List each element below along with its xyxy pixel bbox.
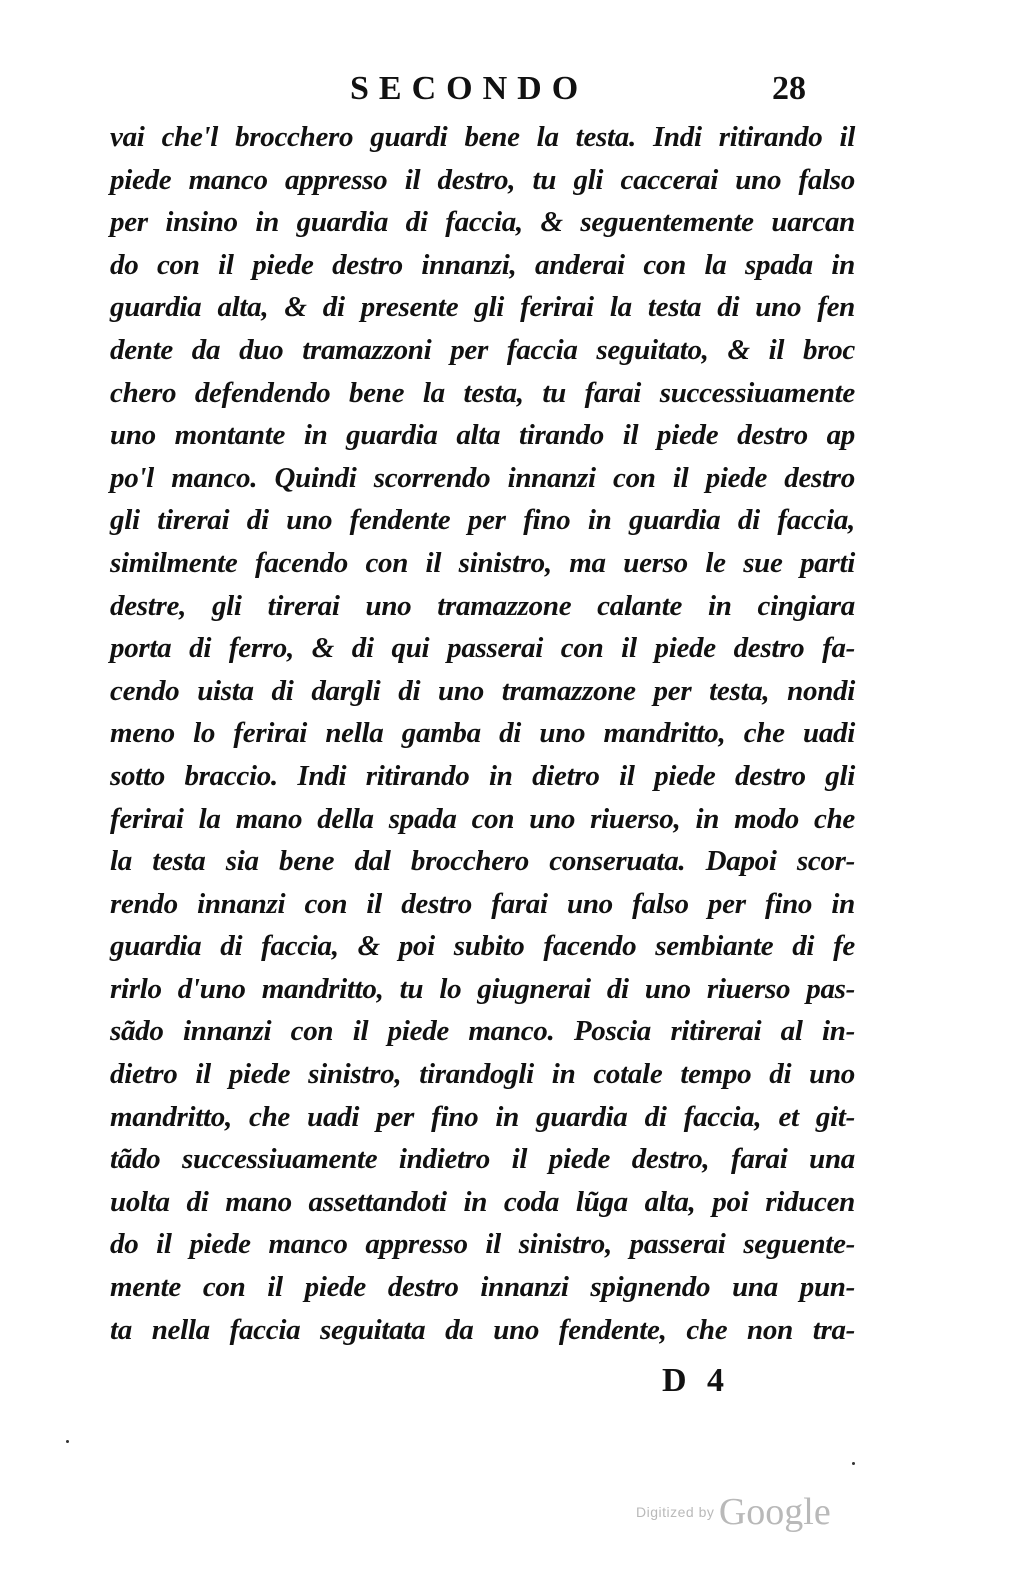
text-line: la testa sia bene dal brocchero conseruata. Dapoi scor- [110,845,855,878]
text-line: guardia alta, & di presente gli ferirai la testa di uno fen [110,291,855,324]
text-line: porta di ferro, & di qui passerai con il piede destro fa- [110,632,855,665]
text-line: po'l manco. Quindi scorrendo innanzi con il piede destro [110,461,855,494]
text-line: sãdo innanzi con il piede manco. Poscia ritirerai al in- [110,1015,855,1048]
text-line: per insino in guardia di faccia, & seguentemente uarcan [110,206,855,239]
text-line: chero defendendo bene la testa, tu farai successiuamente [110,376,855,409]
text-line: similmente facendo con il sinistro, ma uerso le sue parti [110,546,855,579]
text-line: sotto braccio. Indi ritirando in dietro il piede destro gli [110,759,855,792]
running-title: SECONDO [350,70,589,107]
text-line: gli tirerai di uno fendente per fino in guardia di faccia, [110,504,855,537]
text-line: dietro il piede sinistro, tirandogli in cotale tempo di uno [110,1058,855,1091]
digitized-watermark [636,1490,831,1534]
text-line: do con il piede destro innanzi, anderai con la spada in [110,248,855,281]
text-line: cendo uista di dargli di uno tramazzone per testa, nondi [110,674,855,707]
text-line: ferirai la mano della spada con uno riuerso, in modo che [110,802,855,835]
text-line: rendo innanzi con il destro farai uno falso per fino in [110,887,855,920]
watermark-brand: Google [718,1491,831,1533]
text-line: mente con il piede destro innanzi spignendo una pun- [110,1271,855,1304]
text-line: ta nella faccia seguitata da uno fendente, che non tra- [110,1313,855,1346]
text-line: rirlo d'uno mandritto, tu lo giugnerai di uno riuerso pas- [110,972,855,1005]
text-line: destre, gli tirerai uno tramazzone calante in cingiara [110,589,855,622]
text-line: mandritto, che uadi per fino in guardia di faccia, et git- [110,1100,855,1133]
text-line: guardia di faccia, & poi subito facendo sembiante di fe [110,930,855,963]
ink-speck [66,1440,69,1443]
watermark-digitized-label: Digitized by [636,1504,715,1520]
text-line: uolta di mano assettandoti in coda lũga alta, poi riducen [110,1185,855,1218]
ink-speck [852,1462,855,1465]
text-line: meno lo ferirai nella gamba di uno mandritto, che uadi [110,717,855,750]
text-line: do il piede manco appresso il sinistro, passerai seguente- [110,1228,855,1261]
text-line: dente da duo tramazzoni per faccia seguitato, & il broc [110,333,855,366]
page-number: 28 [772,70,806,107]
text-line: piede manco appresso il destro, tu gli caccerai uno falso [110,163,855,196]
signature-mark: D 4 [662,1362,731,1399]
text-line: uno montante in guardia alta tirando il piede destro ap [110,419,855,452]
text-line: tãdo successiuamente indietro il piede destro, farai una [110,1143,855,1176]
text-line: vai che'l brocchero guardi bene la testa. Indi ritirando il [110,121,855,153]
body-text [110,116,855,1351]
